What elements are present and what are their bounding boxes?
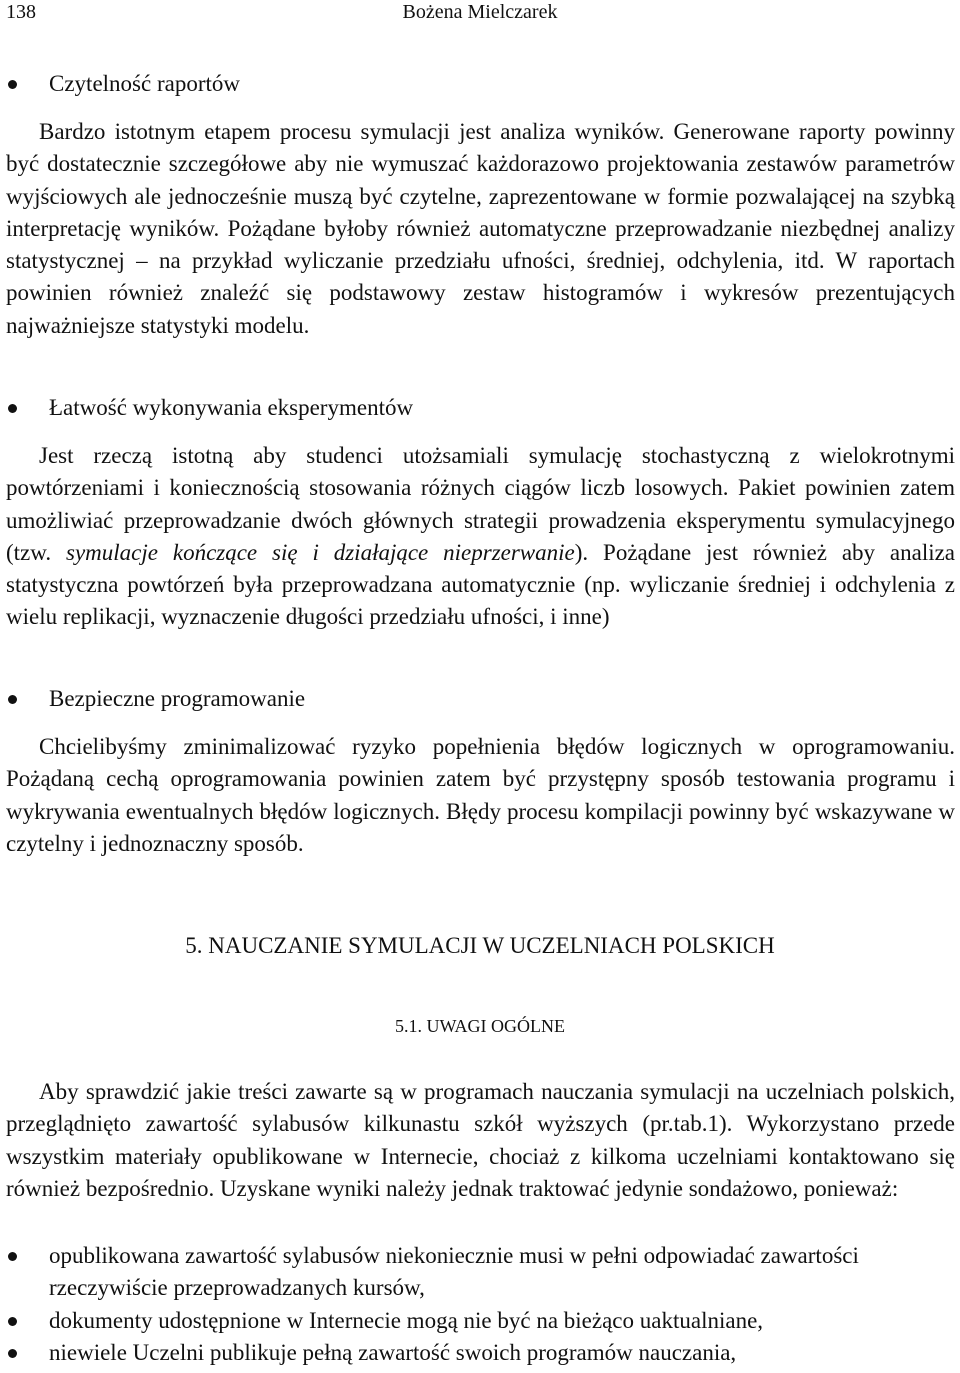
bullet-icon <box>8 1252 17 1261</box>
bullet-icon <box>8 1317 17 1326</box>
bullet-icon <box>8 695 17 704</box>
list-item <box>6 1337 955 1369</box>
paragraph-italic-term: symulacje kończące się i działające nieprzerwanie <box>66 539 575 565</box>
paragraph-text: Jest rzeczą istotną aby studenci utożsamiali symulację stochastyczną z wielokrotnymi powtórzeniami i koniecznością stosowania różnych ciągów liczb losowych. Pakiet powinien zatem umożliwiać przeprowadzanie dwóch głównych strategii prowadzenia eksperymentu symulacyjnego (tzw. <box>6 443 955 565</box>
paragraph-general-remarks: Aby sprawdzić jakie treści zawarte są w programach nauczania symulacji na uczelniach polskich, przeglądnięto zawartość sylabusów kilkunastu szkół wyższych (pr.tab.1). Wykorzystano przede wszystkim materiały opublikowane w Internecie, chociaż z kilkoma uczelniami kontaktowano się również bezpośrednio. Uzyskane wyniki należy jednak traktować jedynie sondażowo, ponieważ: <box>6 1079 955 1201</box>
paragraph-reports: Bardzo istotnym etapem procesu symulacji jest analiza wyników. Generowane raporty powinny być dostatecznie szczegółowe aby nie wymuszać każdorazowo projektowania zestawów parametrów wyjściowych ale jednocześnie muszą być czytelne, zaprezentowane w formie pozwalającej na szybką interpretację wyników. Pożądane byłoby również automatyczne przeprowadzanie niezbędnej analizy statystycznej – na przykład wyliczanie przedziału ufności, średniej, odchylenia, itd. W raportach powinien również znaleźć się podstawowy zestaw histogramów i wykresów prezentujących najważniejsze statystyki modelu. <box>6 119 955 338</box>
list-item-text: dokumenty udostępnione w Internecie mogą nie być na bieżąco uaktualniane, <box>49 1307 764 1333</box>
list-item <box>6 1305 955 1337</box>
running-header-author: Bożena Mielczarek <box>402 1 558 23</box>
paragraph-programming: Chcielibyśmy zminimalizować ryzyko popełnienia błędów logicznych w oprogramowaniu. Pożądaną cechą oprogramowania powinien zatem być przystępny sposób testowania programu i wykrywania ewentualnych błędów logicznych. Błędy procesu kompilacji powinny być wskazywane w czytelny i jednoznaczny sposób. <box>6 734 955 856</box>
bullet-heading-text: Bezpieczne programowanie <box>49 686 306 711</box>
bullet-heading-text: Łatwość wykonywania eksperymentów <box>49 395 414 420</box>
paragraph-experiments <box>6 440 955 634</box>
bullet-icon <box>8 80 17 89</box>
section-subtitle: 5.1. UWAGI OGÓLNE <box>395 1016 565 1036</box>
bullet-icon <box>8 1349 17 1358</box>
paragraph-text: ). Pożądane jest również aby analiza statystyczna powtórzeń była przeprowadzana automatycznie (np. wyliczanie średniej i odchylenia z wielu replikacji, wyznaczenie długości przedziału ufności, i inne) <box>6 539 956 630</box>
list-item-text: opublikowana zawartość sylabusów niekoniecznie musi w pełni odpowiadać zawartości rzeczywiście przeprowadzanych kursów, <box>49 1243 859 1301</box>
chapter-title: 5. NAUCZANIE SYMULACJI W UCZELNIACH POLSKICH <box>185 933 775 958</box>
bullet-heading-text: Czytelność raportów <box>49 71 240 96</box>
remarks-list <box>6 1240 955 1369</box>
running-header <box>6 0 954 27</box>
list-item <box>6 1240 955 1305</box>
list-item-text: niewiele Uczelni publikuje pełną zawartość swoich programów nauczania, <box>49 1339 737 1365</box>
bullet-icon <box>8 404 17 413</box>
page-number: 138 <box>6 1 36 23</box>
